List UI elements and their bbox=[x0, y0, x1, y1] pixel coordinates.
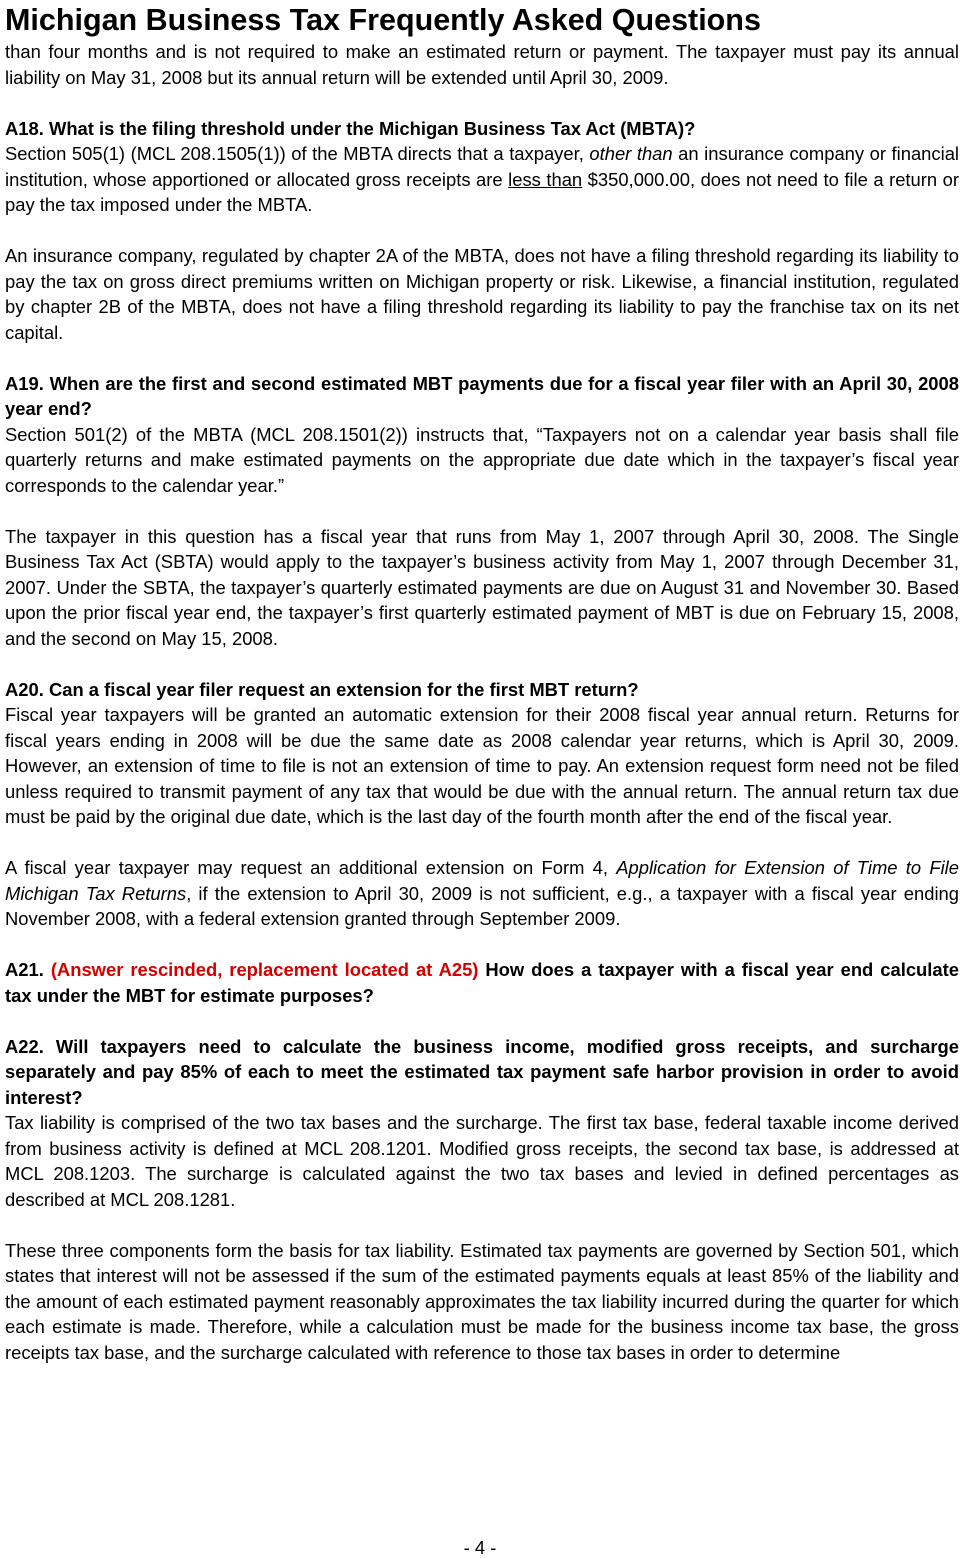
page-number: - 4 - bbox=[463, 1537, 497, 1558]
answer-a19-paragraph-2: The taxpayer in this question has a fiscal year that runs from May 1, 2007 through April 30, 2008. The Single Business Tax Act (SBTA) would apply to the taxpayer’s business activity from May 1, 2007 through December 31, 2007. Under the SBTA, the taxpayer’s quarterly estimated payments are due on August 31 and November 30. Based upon the prior fiscal year end, the taxpayer’s first quarterly estimated payment of MBT is due on February 15, 2008, and the second on May 15, 2008. bbox=[5, 525, 959, 649]
intro-paragraph: than four months and is not required to make an estimated return or payment. The taxpayer must pay its annual liability on May 31, 2008 but its annual return will be extended until April 30, 2009. bbox=[5, 41, 959, 88]
page-title: Michigan Business Tax Frequently Asked Questions bbox=[5, 3, 761, 37]
question-a19: A19. When are the first and second estimated MBT payments due for a fiscal year filer with an April 30, 2008 year end? bbox=[5, 372, 959, 419]
form-title-italic: Application for Extension of Time to File Michigan Tax Returns bbox=[5, 857, 959, 904]
answer-a18-paragraph-2: An insurance company, regulated by chapter 2A of the MBTA, does not have a filing threshold regarding its liability to pay the tax on gross direct premiums written on Michigan property or risk. Likewise, a financial institution, regulated by chapter 2B of the MBTA, does not have a filing threshold regarding its liability to pay the franchise tax on its net capital. bbox=[5, 245, 959, 343]
question-a20: A20. Can a fiscal year filer request an extension for the first MBT return? bbox=[5, 678, 639, 700]
question-a21: A21. (Answer rescinded, replacement located at A25) How does a taxpayer with a fiscal year end calculate tax under the MBT for estimate purposes? bbox=[5, 959, 959, 1006]
underline-less-than: less than bbox=[508, 168, 583, 190]
answer-a22-paragraph-2: These three components form the basis for tax liability. Estimated tax payments are governed by Section 501, which states that interest will not be assessed if the sum of the estimated payments equals at least 85% of the liability and the amount of each estimated payment reasonably approximates the tax liability incurred during the quarter for which each estimate is made. Therefore, while a calculation must be made for the business income tax base, the gross receipts tax base, and the surcharge calculated with reference to those tax bases in order to determine bbox=[5, 1239, 959, 1363]
question-a22: A22. Will taxpayers need to calculate the business income, modified gross receipts, and surcharge separately and pay 85% of each to meet the estimated tax payment safe harbor provision in order to avoid interest? bbox=[5, 1035, 959, 1108]
answer-a20-paragraph-2: A fiscal year taxpayer may request an additional extension on Form 4, Application for Extension of Time to File Michigan Tax Returns, if the extension to April 30, 2009 is not sufficient, e.g., a taxpayer with a fiscal year ending November 2008, with a federal extension granted through September 2009. bbox=[5, 857, 959, 929]
emphasis-other-than: other than bbox=[589, 143, 673, 164]
answer-a18-paragraph-1: Section 505(1) (MCL 208.1505(1)) of the MBTA directs that a taxpayer, other than an insurance company or financial institution, whose apportioned or allocated gross receipts are less than $350,000.00, does not need to file a return or pay the tax imposed under the MBTA. bbox=[5, 143, 960, 215]
answer-a20-paragraph-1: Fiscal year taxpayers will be granted an automatic extension for their 2008 fiscal year annual return. Returns for fiscal years ending in 2008 will be due the same date as 2008 calendar year returns, which is April 30, 2009. However, an extension of time to file is not an extension of time to pay. An extension request form need not be filed unless required to transmit payment of any tax that would be due with the annual return. The annual return tax due must be paid by the original due date, which is the last day of the fourth month after the end of the fiscal year. bbox=[5, 704, 959, 827]
document-page bbox=[5, 0, 959, 1365]
answer-a19-paragraph-1: Section 501(2) of the MBTA (MCL 208.1501(2)) instructs that, “Taxpayers not on a calendar year basis shall file quarterly returns and make estimated payments on the appropriate due date which in the taxpayer’s fiscal year corresponds to the calendar year.” bbox=[5, 423, 959, 496]
rescinded-notice: (Answer rescinded, replacement located at A25) bbox=[50, 959, 479, 980]
answer-a22-paragraph-1: Tax liability is comprised of the two tax bases and the surcharge. The first tax base, federal taxable income derived from business activity is defined at MCL 208.1201. Modified gross receipts, the second tax base, is addressed at MCL 208.1203. The surcharge is calculated against the two tax bases and levied in defined percentages as described at MCL 208.1281. bbox=[5, 1112, 959, 1210]
question-a18: A18. What is the filing threshold under the Michigan Business Tax Act (MBTA)? bbox=[5, 117, 696, 139]
